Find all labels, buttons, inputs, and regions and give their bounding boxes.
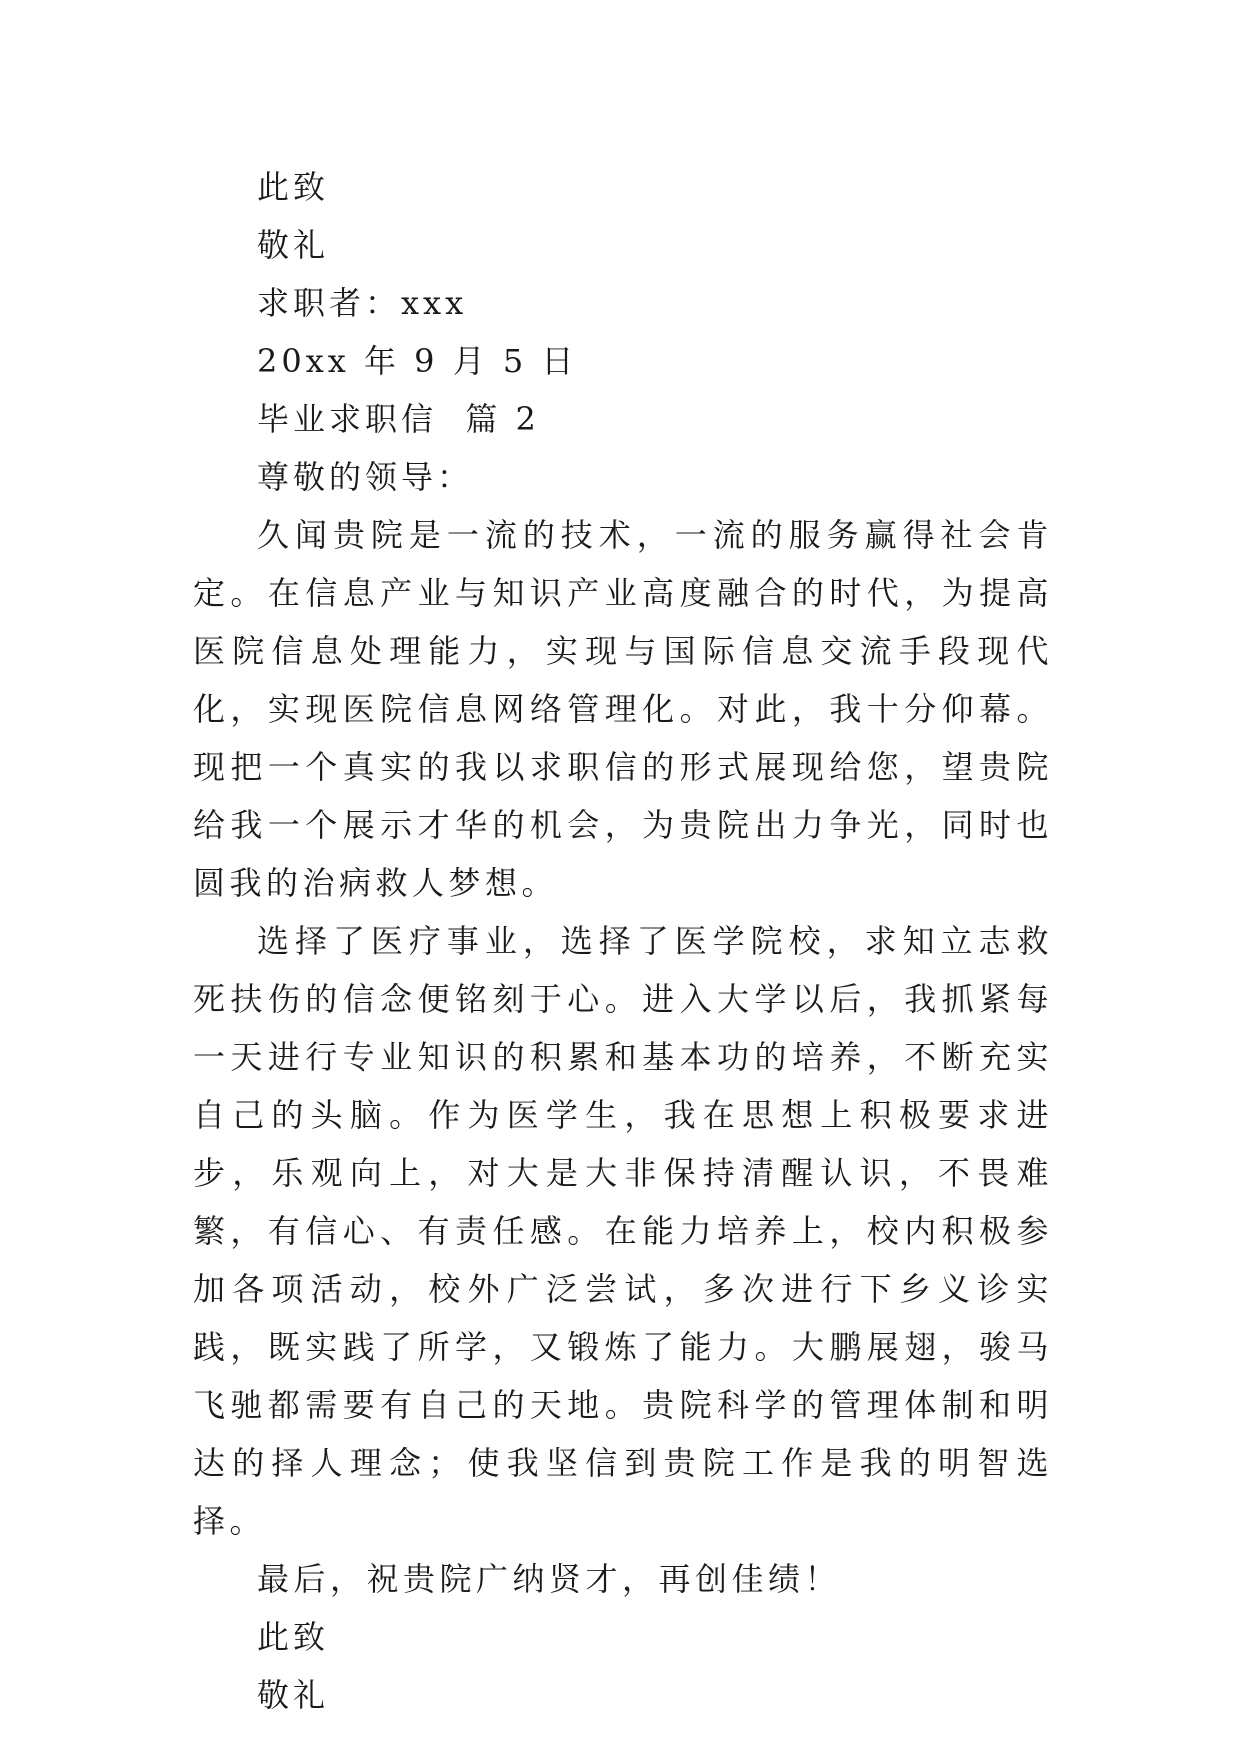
section-title: 毕业求职信 篇 2 — [257, 400, 540, 438]
closing-text-bottom: 此致 — [257, 1618, 330, 1656]
regards-text: 敬礼 — [257, 226, 330, 264]
letter-body — [193, 158, 1053, 1724]
paragraph-experience: 选择了医疗事业，选择了医学院校，求知立志救死扶伤的信念便铭刻于心。进入大学以后，我抓紧每一天进行专业知识的积累和基本功的培养，不断充实自己的头脑。作为医学生，我在思想上积极要求进步，乐观向上，对大是大非保持清醒认识，不畏难繁，有信心、有责任感。在能力培养上，校内积极参加各项活动，校外广泛尝试，多次进行下乡义诊实践，既实践了所学，又锻炼了能力。大鹏展翅，骏马飞驰都需要有自己的天地。贵院科学的管理体制和明达的择人理念；使我坚信到贵院工作是我的明智选择。 — [193, 922, 1053, 1540]
paragraph-intro: 久闻贵院是一流的技术，一流的服务赢得社会肯定。在信息产业与知识产业高度融合的时代，为提高医院信息处理能力，实现与国际信息交流手段现代化，实现医院信息网络管理化。对此，我十分仰幕。现把一个真实的我以求职信的形式展现给您，望贵院给我一个展示才华的机会，为贵院出力争光，同时也圆我的治病救人梦想。 — [193, 516, 1053, 902]
salutation: 尊敬的领导： — [257, 458, 474, 496]
date-line: 20xx 年 9 月 5 日 — [257, 342, 578, 380]
closing-text: 此致 — [257, 168, 330, 206]
paragraph-wishes: 最后，祝贵院广纳贤才，再创佳绩！ — [257, 1560, 842, 1598]
signature-line: 求职者：xxx — [257, 284, 468, 322]
regards-text-bottom: 敬礼 — [257, 1676, 330, 1714]
